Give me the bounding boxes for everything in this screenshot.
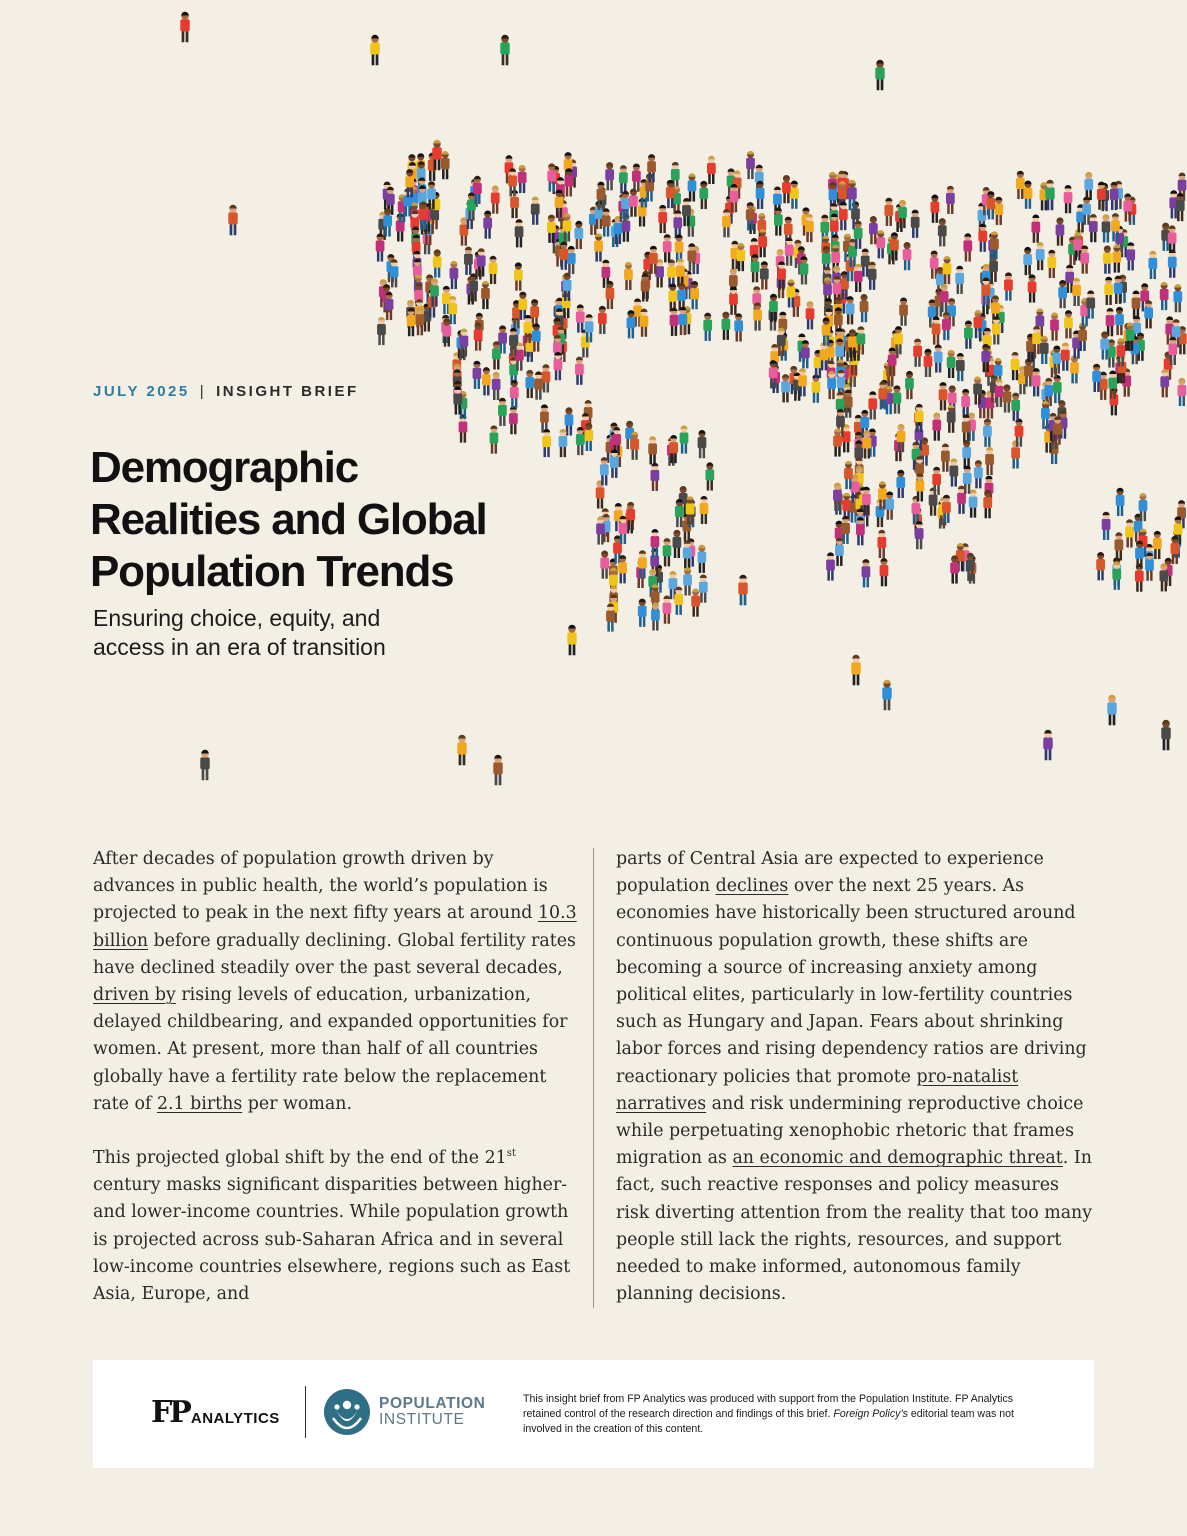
page-title — [90, 442, 570, 598]
population-institute-logo — [323, 1388, 485, 1436]
page-subtitle — [93, 604, 473, 662]
fp-logo-mark: FP — [151, 1395, 189, 1430]
body-paragraph-3 — [616, 846, 1096, 1308]
publication-date: JULY 2025 — [93, 383, 190, 400]
text-run: per woman. — [242, 1093, 352, 1114]
population-institute-wordmark — [379, 1396, 485, 1428]
title-line-1: Demographic — [90, 443, 358, 492]
fp-logo-wordmark: ANALYTICS — [190, 1410, 280, 1427]
publication-category: INSIGHT BRIEF — [216, 383, 359, 400]
header-eyebrow — [93, 383, 359, 400]
text-run: over the next 25 years. As economies have historically been structured around continuous population growth, these shifts are becoming a source of increasing anxiety among political elites, particularly in low-fertility countries such as Hungary and Japan. Fears about shrinking labor forces and rising dependency ratios are driving reactionary policies that promote — [616, 876, 1087, 1087]
text-run: This projected global shift by the end of the 21 — [93, 1148, 507, 1169]
text-run: before gradually declining. Global fertility rates have declined steadily over the past several decades, — [93, 930, 576, 978]
fp-analytics-logo — [151, 1395, 280, 1430]
body-column-right — [616, 846, 1096, 1335]
column-divider — [593, 848, 594, 1308]
text-run: century masks significant disparities between higher- and lower-income countries. While population growth is projected across sub-Saharan Africa and in several low-income countries elsewhere, regions such as East Asia, Europe, and — [93, 1175, 571, 1305]
footer-disclaimer — [523, 1392, 1043, 1437]
body-column-left — [93, 846, 578, 1335]
footer-logo-divider — [305, 1386, 306, 1438]
link-10-3-billion[interactable]: 10.3 billion — [93, 903, 577, 951]
link-pro-natalist-narratives[interactable]: pro-natalist narratives — [616, 1066, 1019, 1114]
text-run-italic: Foreign Policy’s — [833, 1408, 908, 1420]
text-run: rising levels of education, urbanization, delayed childbearing, and expanded opportunities for women. At present, more than half of all countries globally have a fertility rate below the replacement rate of — [93, 985, 568, 1114]
subtitle-line-2: access in an era of transition — [93, 634, 386, 660]
link-2-1-births[interactable]: 2.1 births — [156, 1093, 243, 1114]
title-line-2: Realities and Global — [90, 495, 487, 544]
footer-banner — [93, 1360, 1094, 1468]
link-declines[interactable]: declines — [715, 876, 789, 897]
text-run: This insight brief from FP Analytics was produced with support from the Population Institute. FP Analytics retained control of the research direction and findings of this brief. — [523, 1393, 1014, 1420]
pi-line-2: INSTITUTE — [379, 1411, 465, 1428]
pi-line-1: POPULATION — [379, 1395, 486, 1412]
subtitle-line-1: Ensuring choice, equity, and — [93, 605, 381, 631]
eyebrow-separator: | — [199, 383, 207, 400]
body-paragraph-1 — [93, 846, 578, 1118]
text-run: editorial team was not involved in the creation of this content. — [523, 1408, 1014, 1435]
text-run: . In fact, such reactive responses and policy measures risk diverting attention from the reality that too many people still lack the rights, resources, and support needed to make informed, autonomous family planning decisions. — [616, 1148, 1093, 1305]
link-economic-demographic-threat[interactable]: an economic and demographic threat — [732, 1148, 1063, 1169]
population-institute-logo-icon — [323, 1388, 371, 1436]
text-run: and risk undermining reproductive choice while perpetuating xenophobic rhetoric that frames migration as — [616, 1093, 1084, 1169]
superscript-st: st — [506, 1148, 516, 1160]
text-run: After decades of population growth driven by advances in public health, the world’s population is projected to peak in the next fifty years at around — [93, 849, 548, 924]
text-run: parts of Central Asia are expected to experience population — [616, 849, 1044, 897]
body-paragraph-2 — [93, 1145, 578, 1308]
link-driven-by[interactable]: driven by — [93, 985, 176, 1006]
title-line-3: Population Trends — [90, 547, 454, 596]
